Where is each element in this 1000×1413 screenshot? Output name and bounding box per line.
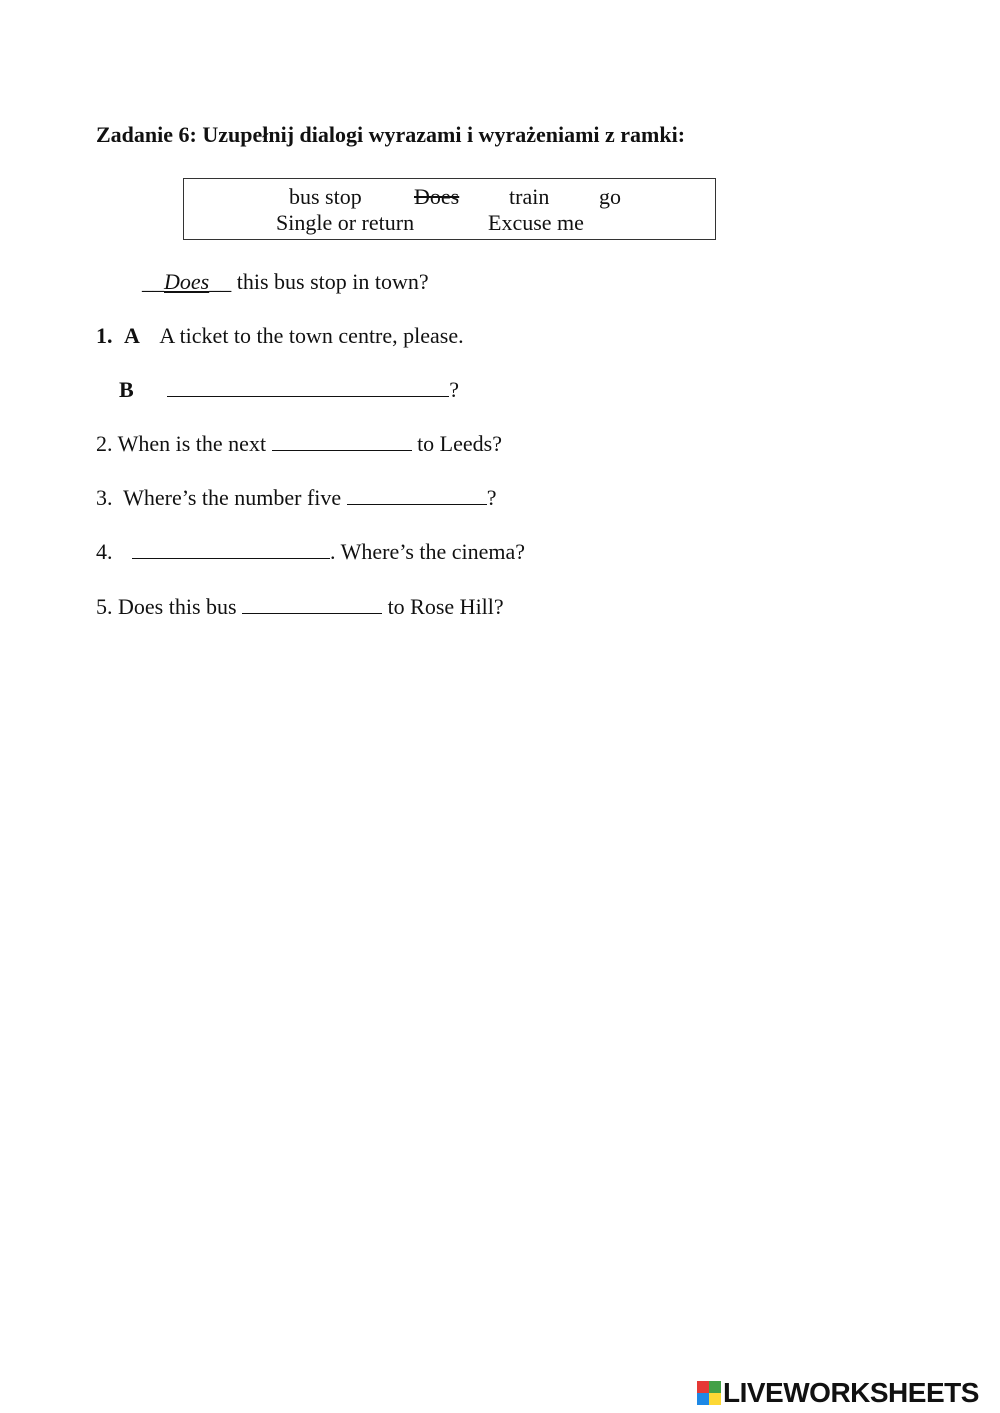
word-go: go — [599, 184, 621, 209]
item-3 — [96, 485, 496, 511]
logo-square-4 — [709, 1393, 721, 1405]
liveworksheets-logo-icon — [697, 1381, 721, 1405]
word-train: train — [509, 184, 550, 209]
answer-blank-3[interactable] — [347, 488, 487, 505]
item-4-before: 4. — [96, 539, 113, 564]
item-1-number: 1. — [96, 323, 113, 348]
answer-blank-2[interactable] — [272, 434, 412, 451]
answer-blank-1[interactable] — [167, 380, 449, 397]
item-5 — [96, 594, 504, 620]
speaker-b: B — [119, 377, 134, 402]
item-4 — [96, 539, 525, 565]
item-1b-end: ? — [449, 377, 459, 402]
liveworksheets-logo — [697, 1378, 979, 1408]
item-3-after: ? — [486, 485, 497, 510]
logo-square-1 — [697, 1381, 709, 1393]
example-prefix: __ — [142, 269, 164, 294]
logo-square-2 — [709, 1381, 721, 1393]
word-bus-stop: bus stop — [289, 184, 362, 209]
word-single-or-return: Single or return — [276, 210, 415, 235]
example-answer: Does — [164, 269, 210, 294]
item-2-before: 2. When is the next — [96, 431, 267, 456]
example-suffix: __ this bus stop in town? — [209, 269, 429, 294]
speaker-a: A — [124, 323, 140, 348]
logo-text: LIVEWORKSHEETS — [723, 1377, 979, 1408]
item-1a-text: A ticket to the town centre, please. — [159, 323, 464, 348]
item-2 — [96, 431, 502, 457]
logo-square-3 — [697, 1393, 709, 1405]
word-does-crossed: Does — [414, 184, 460, 209]
word-box — [183, 178, 716, 240]
example-sentence — [142, 269, 429, 295]
item-1b — [119, 377, 459, 403]
answer-blank-5[interactable] — [242, 597, 382, 614]
item-1a — [96, 323, 464, 349]
word-excuse-me: Excuse me — [488, 210, 584, 235]
item-3-before: 3. Where’s the number five — [96, 485, 342, 510]
item-2-after: to Leeds? — [417, 431, 502, 456]
item-5-before: 5. Does this bus — [96, 594, 237, 619]
item-4-after: . Where’s the cinema? — [330, 539, 526, 564]
exercise-title: Zadanie 6: Uzupełnij dialogi wyrazami i wyrażeniami z ramki: — [96, 122, 686, 147]
item-5-after: to Rose Hill? — [387, 594, 504, 619]
answer-blank-4[interactable] — [132, 542, 330, 559]
